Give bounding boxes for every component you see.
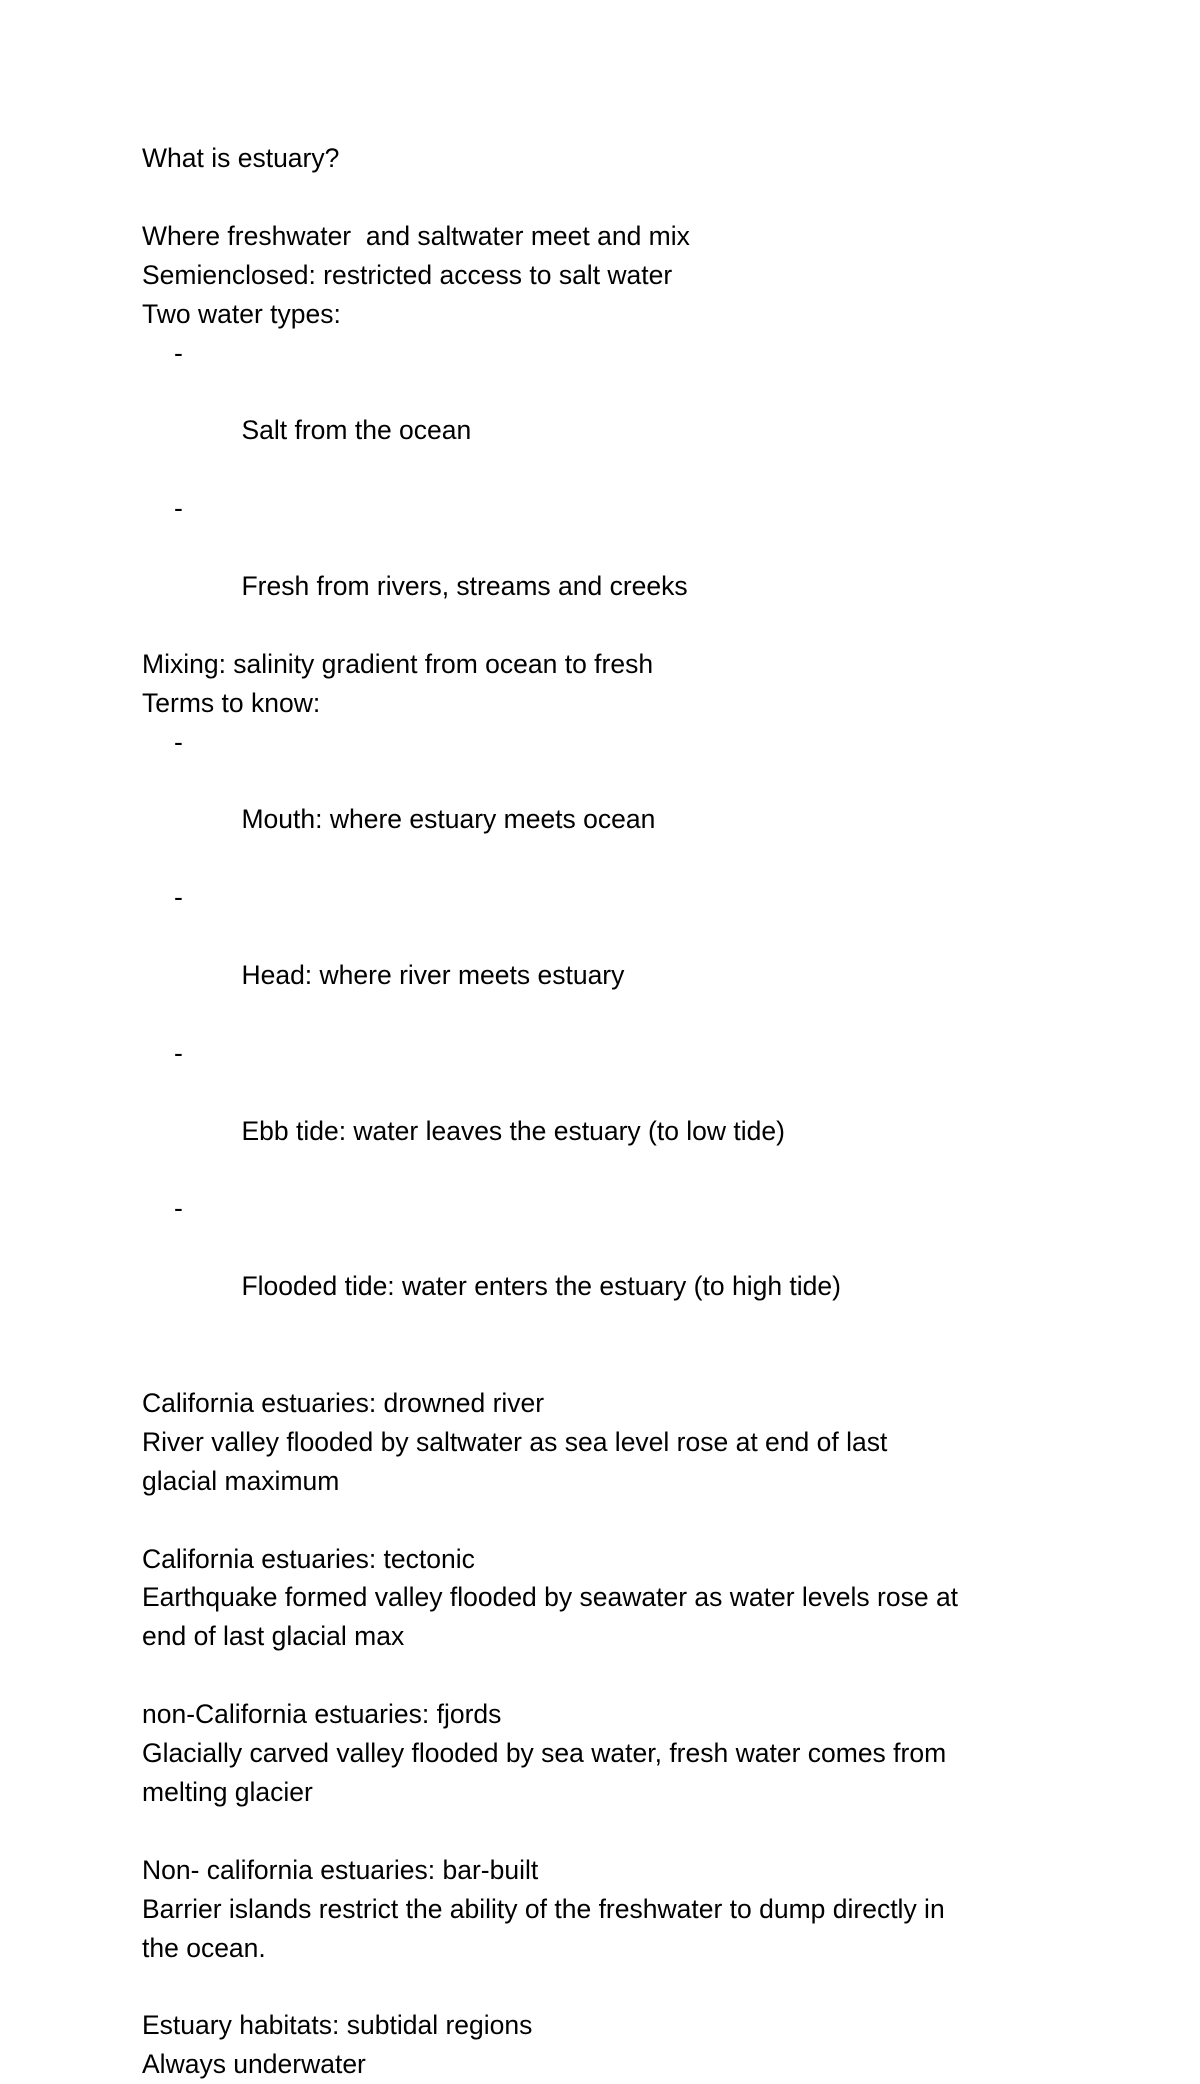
section-line: Barrier islands restrict the ability of the freshwater to dump directly in (142, 1893, 945, 1924)
section-heading: Non- california estuaries: bar-built (142, 1854, 539, 1885)
list-item-text: Mouth: where estuary meets ocean (241, 804, 656, 835)
section-heading: non-California estuaries: fjords (142, 1699, 502, 1730)
bullet-dash: - (174, 337, 183, 368)
section-line: glacial maximum (142, 1465, 340, 1496)
terms-heading: Terms to know: (142, 687, 321, 718)
blank-line (142, 1812, 1082, 1851)
section-heading: California estuaries: drowned river (142, 1387, 545, 1418)
list-item-text: Head: where river meets estuary (241, 960, 625, 991)
section-line: River valley flooded by saltwater as sea level rose at end of last (142, 1426, 888, 1457)
list-item-text: Salt from the ocean (241, 415, 472, 446)
section-line: Always underwater (142, 2049, 366, 2080)
blank-line (142, 1345, 1082, 1384)
list-item (142, 334, 1082, 490)
blank-line (142, 1656, 1082, 1695)
bullet-dash: - (174, 726, 183, 757)
list-item (142, 1034, 1082, 1190)
list-item-text: Ebb tide: water leaves the estuary (to low tide) (241, 1115, 785, 1146)
list-item (142, 878, 1082, 1034)
blank-line (142, 1968, 1082, 2007)
intro-line: Two water types: (142, 298, 341, 329)
bullet-dash: - (174, 1193, 183, 1224)
section-line: Earthquake formed valley flooded by seawater as water levels rose at (142, 1582, 959, 1613)
document-title: What is estuary? (142, 143, 340, 173)
mixing-line: Mixing: salinity gradient from ocean to fresh (142, 648, 654, 679)
section-line: end of last glacial max (142, 1621, 405, 1652)
document-page (142, 139, 1082, 2084)
bullet-dash: - (174, 882, 183, 913)
blank-line (142, 178, 1082, 217)
bullet-dash: - (174, 1037, 183, 1068)
list-item (142, 723, 1082, 879)
section-line: the ocean. (142, 1932, 266, 1963)
list-item-text: Flooded tide: water enters the estuary (to high tide) (241, 1271, 841, 1302)
section-line: Glacially carved valley flooded by sea water, fresh water comes from (142, 1738, 947, 1769)
section-heading: Estuary habitats: subtidal regions (142, 2010, 533, 2041)
section-line: melting glacier (142, 1777, 313, 1807)
section-heading: California estuaries: tectonic (142, 1543, 475, 1574)
bullet-dash: - (174, 493, 183, 524)
list-item (142, 1189, 1082, 1345)
intro-line: Where freshwater and saltwater meet and mix (142, 220, 690, 251)
intro-line: Semienclosed: restricted access to salt water (142, 259, 673, 290)
blank-line (142, 1501, 1082, 1540)
list-item-text: Fresh from rivers, streams and creeks (241, 570, 688, 601)
list-item (142, 489, 1082, 645)
